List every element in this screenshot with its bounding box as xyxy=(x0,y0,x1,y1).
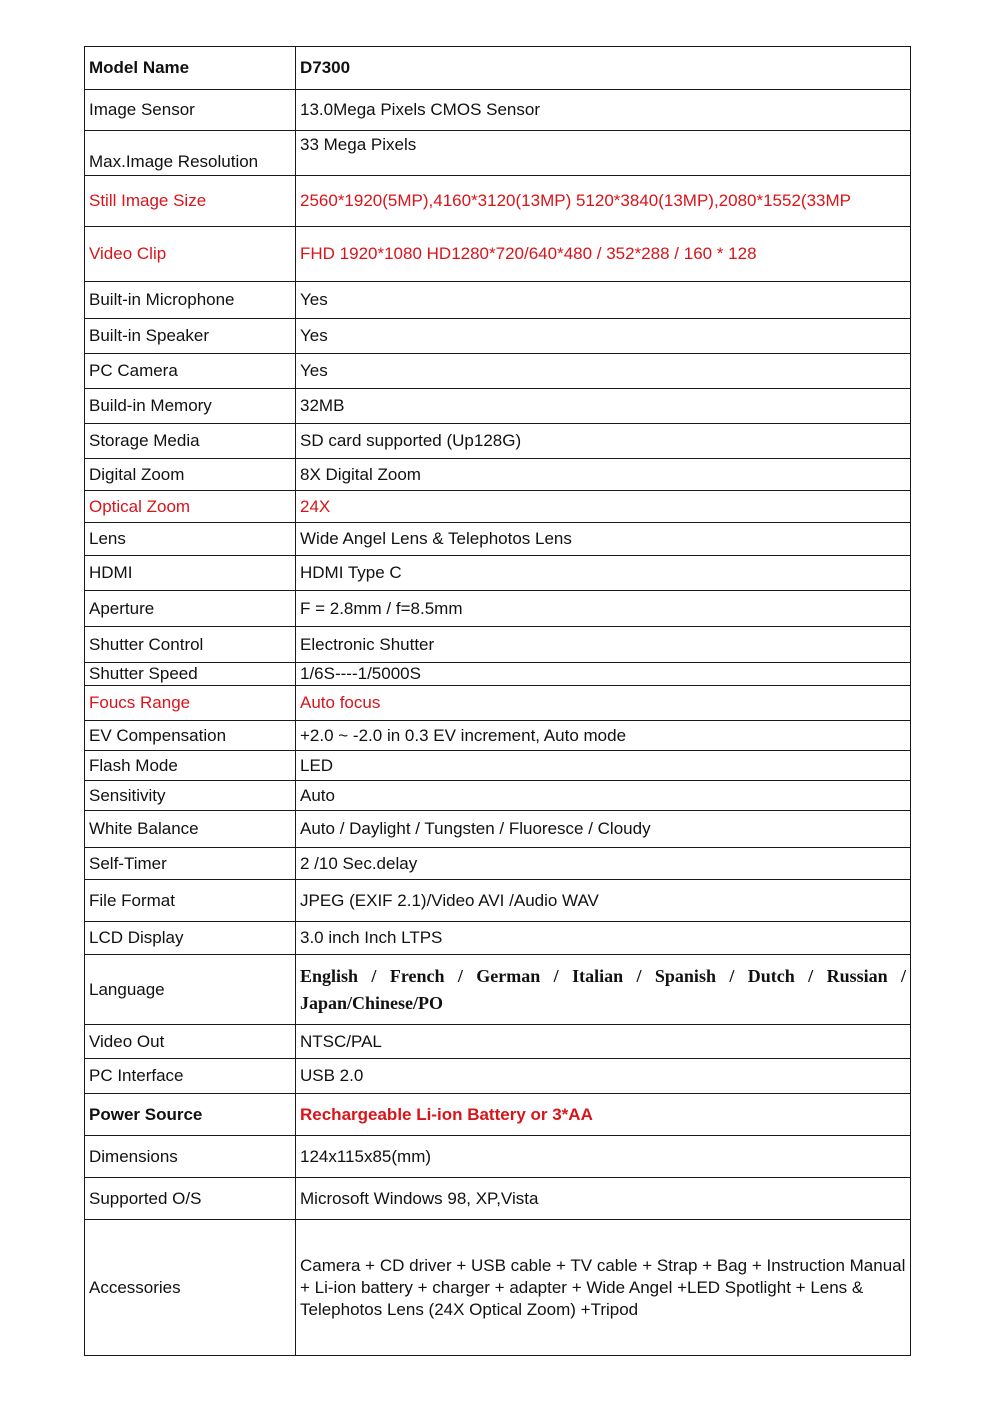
table-row xyxy=(85,686,911,721)
row-label: Max.Image Resolution xyxy=(85,131,296,176)
row-value: Microsoft Windows 98, XP,Vista xyxy=(296,1178,911,1220)
row-label: Flash Mode xyxy=(85,751,296,781)
row-label: Lens xyxy=(85,523,296,556)
table-row xyxy=(85,721,911,751)
table-row xyxy=(85,848,911,880)
row-label: Accessories xyxy=(85,1220,296,1356)
table-row xyxy=(85,227,911,282)
row-value: Wide Angel Lens & Telephotos Lens xyxy=(296,523,911,556)
row-value: JPEG (EXIF 2.1)/Video AVI /Audio WAV xyxy=(296,880,911,922)
row-value: Auto focus xyxy=(296,686,911,721)
row-label: Power Source xyxy=(85,1094,296,1136)
row-value: HDMI Type C xyxy=(296,556,911,591)
row-value: 32MB xyxy=(296,389,911,424)
row-value: 24X xyxy=(296,491,911,523)
table-row xyxy=(85,389,911,424)
row-label: File Format xyxy=(85,880,296,922)
row-label: PC Camera xyxy=(85,354,296,389)
row-label: Still Image Size xyxy=(85,176,296,227)
row-value: 8X Digital Zoom xyxy=(296,459,911,491)
row-label: Self-Timer xyxy=(85,848,296,880)
table-row xyxy=(85,880,911,922)
row-label: Optical Zoom xyxy=(85,491,296,523)
row-value: 13.0Mega Pixels CMOS Sensor xyxy=(296,90,911,131)
row-label: Dimensions xyxy=(85,1136,296,1178)
table-row xyxy=(85,591,911,627)
row-label: PC Interface xyxy=(85,1059,296,1094)
row-value: SD card supported (Up128G) xyxy=(296,424,911,459)
row-value: 2560*1920(5MP),4160*3120(13MP) 5120*3840(13MP),2080*1552(33MP xyxy=(296,176,911,227)
row-value: +2.0 ~ -2.0 in 0.3 EV increment, Auto mode xyxy=(296,721,911,751)
row-value: Rechargeable Li-ion Battery or 3*AA xyxy=(296,1094,911,1136)
row-label: Video Clip xyxy=(85,227,296,282)
table-row xyxy=(85,131,911,176)
row-value: Auto / Daylight / Tungsten / Fluoresce / Cloudy xyxy=(296,811,911,848)
row-value: D7300 xyxy=(296,47,911,90)
table-row xyxy=(85,811,911,848)
table-row xyxy=(85,1059,911,1094)
table-row xyxy=(85,424,911,459)
row-label: Storage Media xyxy=(85,424,296,459)
table-row xyxy=(85,319,911,354)
row-value: LED xyxy=(296,751,911,781)
row-label: Video Out xyxy=(85,1025,296,1059)
row-value: 124x115x85(mm) xyxy=(296,1136,911,1178)
row-value: Electronic Shutter xyxy=(296,627,911,663)
row-value: English / French / German / Italian / Spanish / Dutch / Russian / Japan/Chinese/PO xyxy=(296,955,911,1025)
row-label: Digital Zoom xyxy=(85,459,296,491)
row-value: 33 Mega Pixels xyxy=(296,131,911,176)
table-row xyxy=(85,1220,911,1356)
table-row xyxy=(85,90,911,131)
table-row xyxy=(85,282,911,319)
row-label: HDMI xyxy=(85,556,296,591)
row-value: Yes xyxy=(296,354,911,389)
row-value: Camera + CD driver + USB cable + TV cable + Strap + Bag + Instruction Manual + Li-ion battery + charger + adapter + Wide Angel +LED Spotlight + Lens & Telephotos Lens (24X Optical Zoom) +Tripod xyxy=(296,1220,911,1356)
row-label: Build-in Memory xyxy=(85,389,296,424)
table-row xyxy=(85,781,911,811)
row-label: Aperture xyxy=(85,591,296,627)
table-row xyxy=(85,955,911,1025)
row-value: USB 2.0 xyxy=(296,1059,911,1094)
row-label: Sensitivity xyxy=(85,781,296,811)
table-row xyxy=(85,523,911,556)
row-label: LCD Display xyxy=(85,922,296,955)
table-row xyxy=(85,1094,911,1136)
row-value: Yes xyxy=(296,282,911,319)
row-value: 2 /10 Sec.delay xyxy=(296,848,911,880)
table-row xyxy=(85,1025,911,1059)
row-label: Built-in Speaker xyxy=(85,319,296,354)
table-row xyxy=(85,627,911,663)
table-row xyxy=(85,922,911,955)
row-value: Auto xyxy=(296,781,911,811)
row-value: NTSC/PAL xyxy=(296,1025,911,1059)
table-row xyxy=(85,1136,911,1178)
row-label: White Balance xyxy=(85,811,296,848)
table-row xyxy=(85,491,911,523)
row-label: Shutter Control xyxy=(85,627,296,663)
row-value: 1/6S----1/5000S xyxy=(296,663,911,686)
row-label: EV Compensation xyxy=(85,721,296,751)
table-row xyxy=(85,556,911,591)
spec-table xyxy=(84,46,911,1356)
table-row xyxy=(85,47,911,90)
table-row xyxy=(85,663,911,686)
row-label: Built-in Microphone xyxy=(85,282,296,319)
row-label: Language xyxy=(85,955,296,1025)
row-value: F = 2.8mm / f=8.5mm xyxy=(296,591,911,627)
row-value: FHD 1920*1080 HD1280*720/640*480 / 352*288 / 160 * 128 xyxy=(296,227,911,282)
table-row xyxy=(85,459,911,491)
table-row xyxy=(85,751,911,781)
table-row xyxy=(85,176,911,227)
table-row xyxy=(85,1178,911,1220)
row-label: Image Sensor xyxy=(85,90,296,131)
row-label: Supported O/S xyxy=(85,1178,296,1220)
table-row xyxy=(85,354,911,389)
row-label: Foucs Range xyxy=(85,686,296,721)
row-value: Yes xyxy=(296,319,911,354)
row-label: Model Name xyxy=(85,47,296,90)
row-value: 3.0 inch Inch LTPS xyxy=(296,922,911,955)
row-label: Shutter Speed xyxy=(85,663,296,686)
